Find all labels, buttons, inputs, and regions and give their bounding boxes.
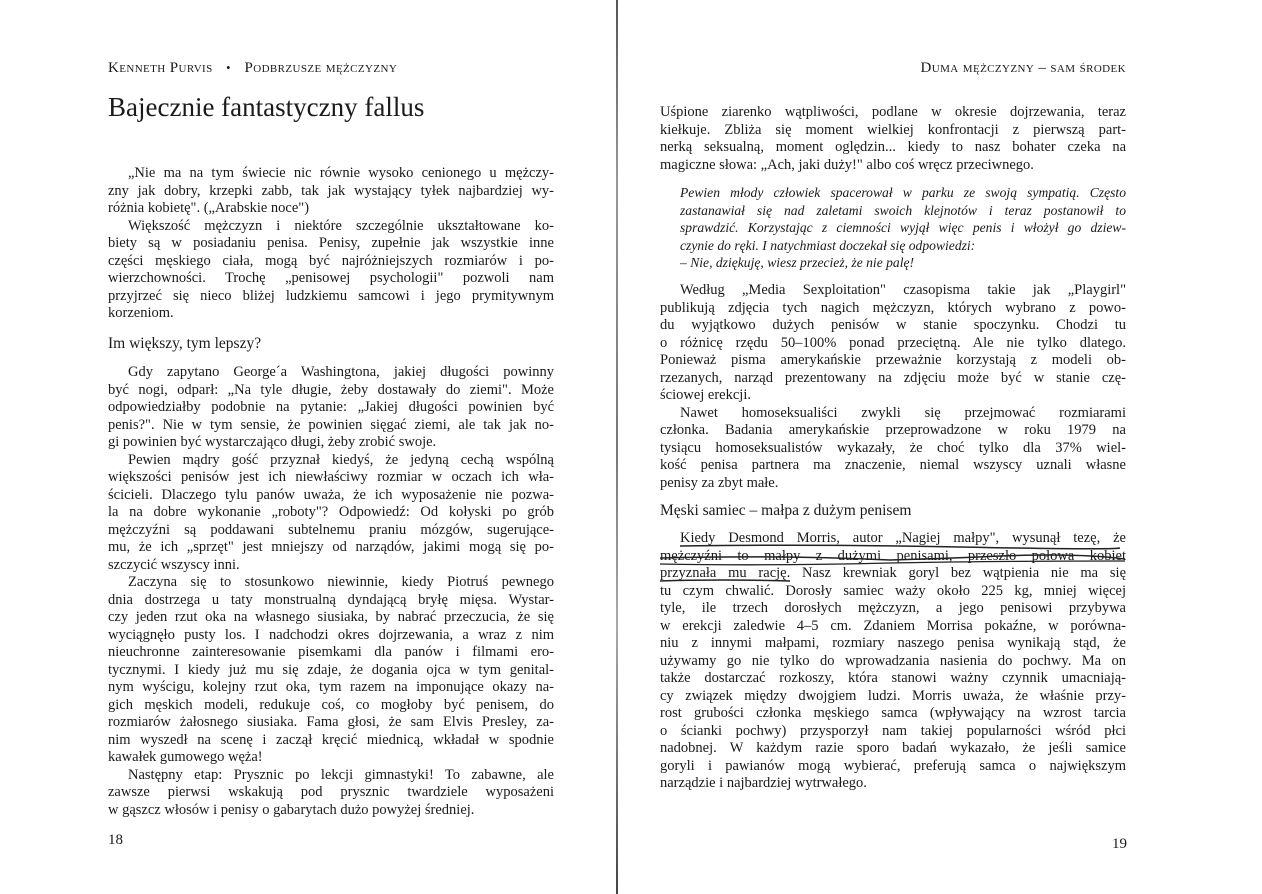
text-line: biety są w posiadaniu penisa. Penisy, zupełnie jak wszystkie inne	[108, 235, 554, 251]
text-line: cy związek między dwojgiem ludzi. Morris uważa, że właśnie przy-	[660, 687, 1126, 704]
text-line: nadobnej. W każdym razie sporo badań wykazało, że jeśli samice	[660, 740, 1126, 756]
text-line: rzezanych, narząd prezentowany na zdjęciu może być w stanie czę-	[660, 369, 1126, 386]
text-line: kość penisa partnera ma znaczenie, niemal wszyscy uznali własne	[660, 457, 1126, 473]
text-line: Nawet homoseksualiści zwykli się przejmować rozmiarami	[680, 404, 1126, 421]
text-line: publikują zdjęcia tych nagich mężczyzn, których wybrano z powo-	[660, 299, 1126, 316]
header-author: Kenneth Purvis	[108, 60, 213, 76]
text-line: Większość mężczyzn i niektóre szczególnie ukształtowane ko-	[128, 217, 554, 234]
text-line: nerką seksualną, moment oględzin... kiedy to nasz bohater czeka na	[660, 139, 1126, 155]
text-line: szczycić wszyscy inni.	[108, 556, 240, 573]
text-line: w erekcji zaledwie 4–5 cm. Zdaniem Morrisa pokaźne, w porówna-	[660, 617, 1126, 634]
body-text	[660, 282, 1126, 492]
text-line: Gdy zapytano George´a Washingtona, jakiej długości powinny	[128, 364, 554, 380]
page-number: 18	[108, 832, 123, 848]
text-line: nym wyścigu, kolejny rzut oka, tym razem na imponujące okazy na-	[108, 679, 554, 695]
text-line: tysiącu homoseksualistów wykazały, że choć tylko dla 37% wiel-	[660, 439, 1126, 456]
text-line: używamy go nie tylko do wprowadzania nasienia do pochwy. Ma on	[660, 652, 1126, 669]
text-line: także dostarczać rozkoszy, która stanowi ważny czynnik umacniają-	[660, 670, 1126, 686]
text-line: o różnicę rzędu 50–100% ponad przeciętną. Ale nie tylko dlatego.	[660, 334, 1126, 351]
text-line: odpowiedziałby podobnie na pytanie: „Jakiej długości powinien być	[108, 399, 554, 415]
text-line: tu czym chwalić. Dorosły samiec waży około 225 kg, mniej więcej	[660, 582, 1126, 599]
page-number: 19	[1112, 836, 1127, 852]
text-line: części męskiego ciała, mogą być najróżniejszych rozmiarów i po-	[108, 252, 554, 269]
text-line: penis?". Nie w tym sensie, że powinien sięgać ziemi, ale tak jak no-	[108, 416, 554, 433]
text-line: du wyjątkowo dużych penisów w stanie spoczynku. Chodzi tu	[660, 317, 1126, 333]
text-line: korzeniom.	[108, 305, 174, 321]
text-line: ścicieli. Dlaczego tylu panów uważa, że ich wyposażenie nie pozwa-	[108, 486, 554, 503]
text-line: penisy za zbyt małe.	[660, 474, 779, 491]
text-line: kiełkuje. Zbliża się moment wielkiej konfrontacji z pierwszą part-	[660, 121, 1126, 138]
text-line: różnia kobietę". („Arabskie noce")	[108, 200, 310, 216]
text-line: członka. Badania amerykańskie przeprowadzone w roku 1979 na	[660, 422, 1126, 438]
subheading: Im większy, tym lepszy?	[108, 335, 262, 352]
text-line: la na dobre wykonanie „roboty"? Odpowiedź: Od kołyski po grób	[108, 504, 554, 520]
header-book-title: Podbrzusze mężczyzny	[244, 60, 398, 76]
text-line: kawałek gumowego węża!	[108, 749, 263, 765]
text-line: rost grubości członka męskiego samca (wpływający na wzrost tarcia	[660, 705, 1126, 721]
text-line: mu, że ich „sprzęt" jest mniejszy od narządów, jakimi mogą się po-	[108, 539, 554, 555]
text-line: być nogi, odparł: „Na tyle długie, żeby dostawały do ziemi". Może	[108, 381, 554, 398]
text-line: mężczyźni to małpy z dużymi penisami, przeszło połowa kobiet	[660, 547, 1126, 564]
text-line: „Nie ma na tym świecie nic równie wysoko cenionego u mężczy-	[128, 165, 554, 181]
text-line: czynie do ręki. I natychmiast doczekał się odpowiedzi:	[680, 237, 976, 253]
text-line: Ponieważ pisma amerykańskie przeważnie korzystają z modeli ob-	[660, 352, 1126, 368]
text-line: zawsze pierwsi wskakują pod prysznic twardziele wyposażeni	[108, 784, 554, 800]
text-line: tycznymi. I kiedy już mu się zdaje, że dogania ojca w tym genital-	[108, 661, 554, 678]
running-header	[921, 60, 1126, 77]
text-line: – Nie, dziękuję, wiesz przecież, że nie palę!	[680, 255, 915, 270]
text-line: przyjrzeć się nieco bliżej ludzkiemu samcowi i jego prymitywnym	[108, 287, 554, 304]
body-text	[108, 364, 554, 819]
text-line: gich męskich modeli, redukuje coś, co mogłoby być penisem, do	[108, 696, 554, 713]
text-line: gi powinien być wystarczająco długi, żeby zrobić swoje.	[108, 434, 437, 450]
header-separator: •	[226, 61, 231, 75]
text-line: o ścianki pochwy) przysporzył nam takiej popularności wśród płci	[660, 722, 1126, 739]
chapter-title: Bajecznie fantastyczny fallus	[108, 92, 425, 122]
text-line: rozmiarów żałosnego siusiaka. Fama głosi, że sam Elvis Presley, za-	[108, 714, 554, 730]
text-line: dnia dostrzega u taty monstrualną dyndającą bryłę mięsa. Wystar-	[108, 591, 554, 608]
subheading: Męski samiec – małpa z dużym penisem	[660, 502, 912, 519]
text-line: niu z innymi małpami, rozmiary naszego penisa wynikają stąd, że	[660, 635, 1126, 651]
text-line: zastanawiał się nad zaletami swoich klejnotów i teraz postanowił to	[680, 202, 1126, 218]
text-line: ściowej erekcji.	[660, 387, 751, 403]
text-line: Pewien mądry gość przyznał kiedyś, że jedyną cechą wspólną	[128, 451, 554, 468]
text-line: zny jak dobry, krzepki zabb, tak jak wystający tyłek najbardziej wy-	[108, 182, 554, 199]
handwritten-underline-marks	[660, 530, 1130, 590]
text-line: nieuchronne zainteresowanie pisemkami dla panów i filmami ero-	[108, 644, 554, 660]
text-line: wyciągnęło pusty los. I nadchodzi okres dojrzewania, a wraz z nim	[108, 626, 554, 643]
text-line: Kiedy Desmond Morris, autor „Nagiej małpy", wysunął tezę, że	[680, 530, 1126, 546]
text-line: wierzchowności. Trochę „penisowej psychologii" pozwoli nam	[108, 270, 554, 286]
text-line: czy jeden rzut oka na własnego siusiaka, by nabrać przeczucia, że się	[108, 609, 554, 625]
text-line: magiczne słowa: „Ach, jaki duży!" albo coś wręcz przeciwnego.	[660, 156, 1034, 173]
text-line: narządzie i najbardziej wytrwałego.	[660, 775, 867, 791]
text-line: nim wyszedł na scenę i zaczął kręcić miednicą, wkładał w spodnie	[108, 731, 554, 748]
text-line: Pewien młody człowiek spacerował w parku ze swoją sympatią. Często	[680, 185, 1126, 200]
text-line: mężczyźni są poddawani subtelnemu praniu mózgów, sugerujące-	[108, 521, 554, 538]
text-line: Według „Media Sexploitation" czasopisma takie jak „Playgirl"	[680, 282, 1126, 298]
text-line: Uśpione ziarenko wątpliwości, podlane w okresie dojrzewania, teraz	[660, 104, 1126, 120]
text-line: przyznała mu rację. Nasz krewniak goryl bez wątpienia nie ma się	[660, 565, 1126, 581]
text-line: goryli i pawianów mogą wybierać, preferują samca o największym	[660, 757, 1126, 774]
text-line: Zaczyna się to stosunkowo niewinnie, kiedy Piotruś pewnego	[128, 574, 554, 590]
intro-text	[108, 165, 554, 323]
text-line: tyle, ile trzech dorosłych mężczyzn, a jego penisowi przybywa	[660, 600, 1126, 616]
text-line: sprawdzić. Korzystając z ciemności wyjął więc penis i włożył go dziew-	[680, 220, 1126, 235]
running-header	[108, 60, 397, 77]
text-line: Następny etap: Prysznic po lekcji gimnastyki! To zabawne, ale	[128, 766, 554, 783]
text-line: większości penisów jest ich niewłaściwy rozmiar w oczach ich wła-	[108, 469, 554, 485]
intro-text	[660, 104, 1126, 174]
text-line: w gąszcz włosów i penisy o gabarytach dużo powyżej średniej.	[108, 801, 475, 818]
book-gutter	[616, 0, 618, 894]
anecdote-text	[680, 184, 1126, 272]
header-chapter: Duma mężczyzny – sam środek	[920, 60, 1126, 76]
